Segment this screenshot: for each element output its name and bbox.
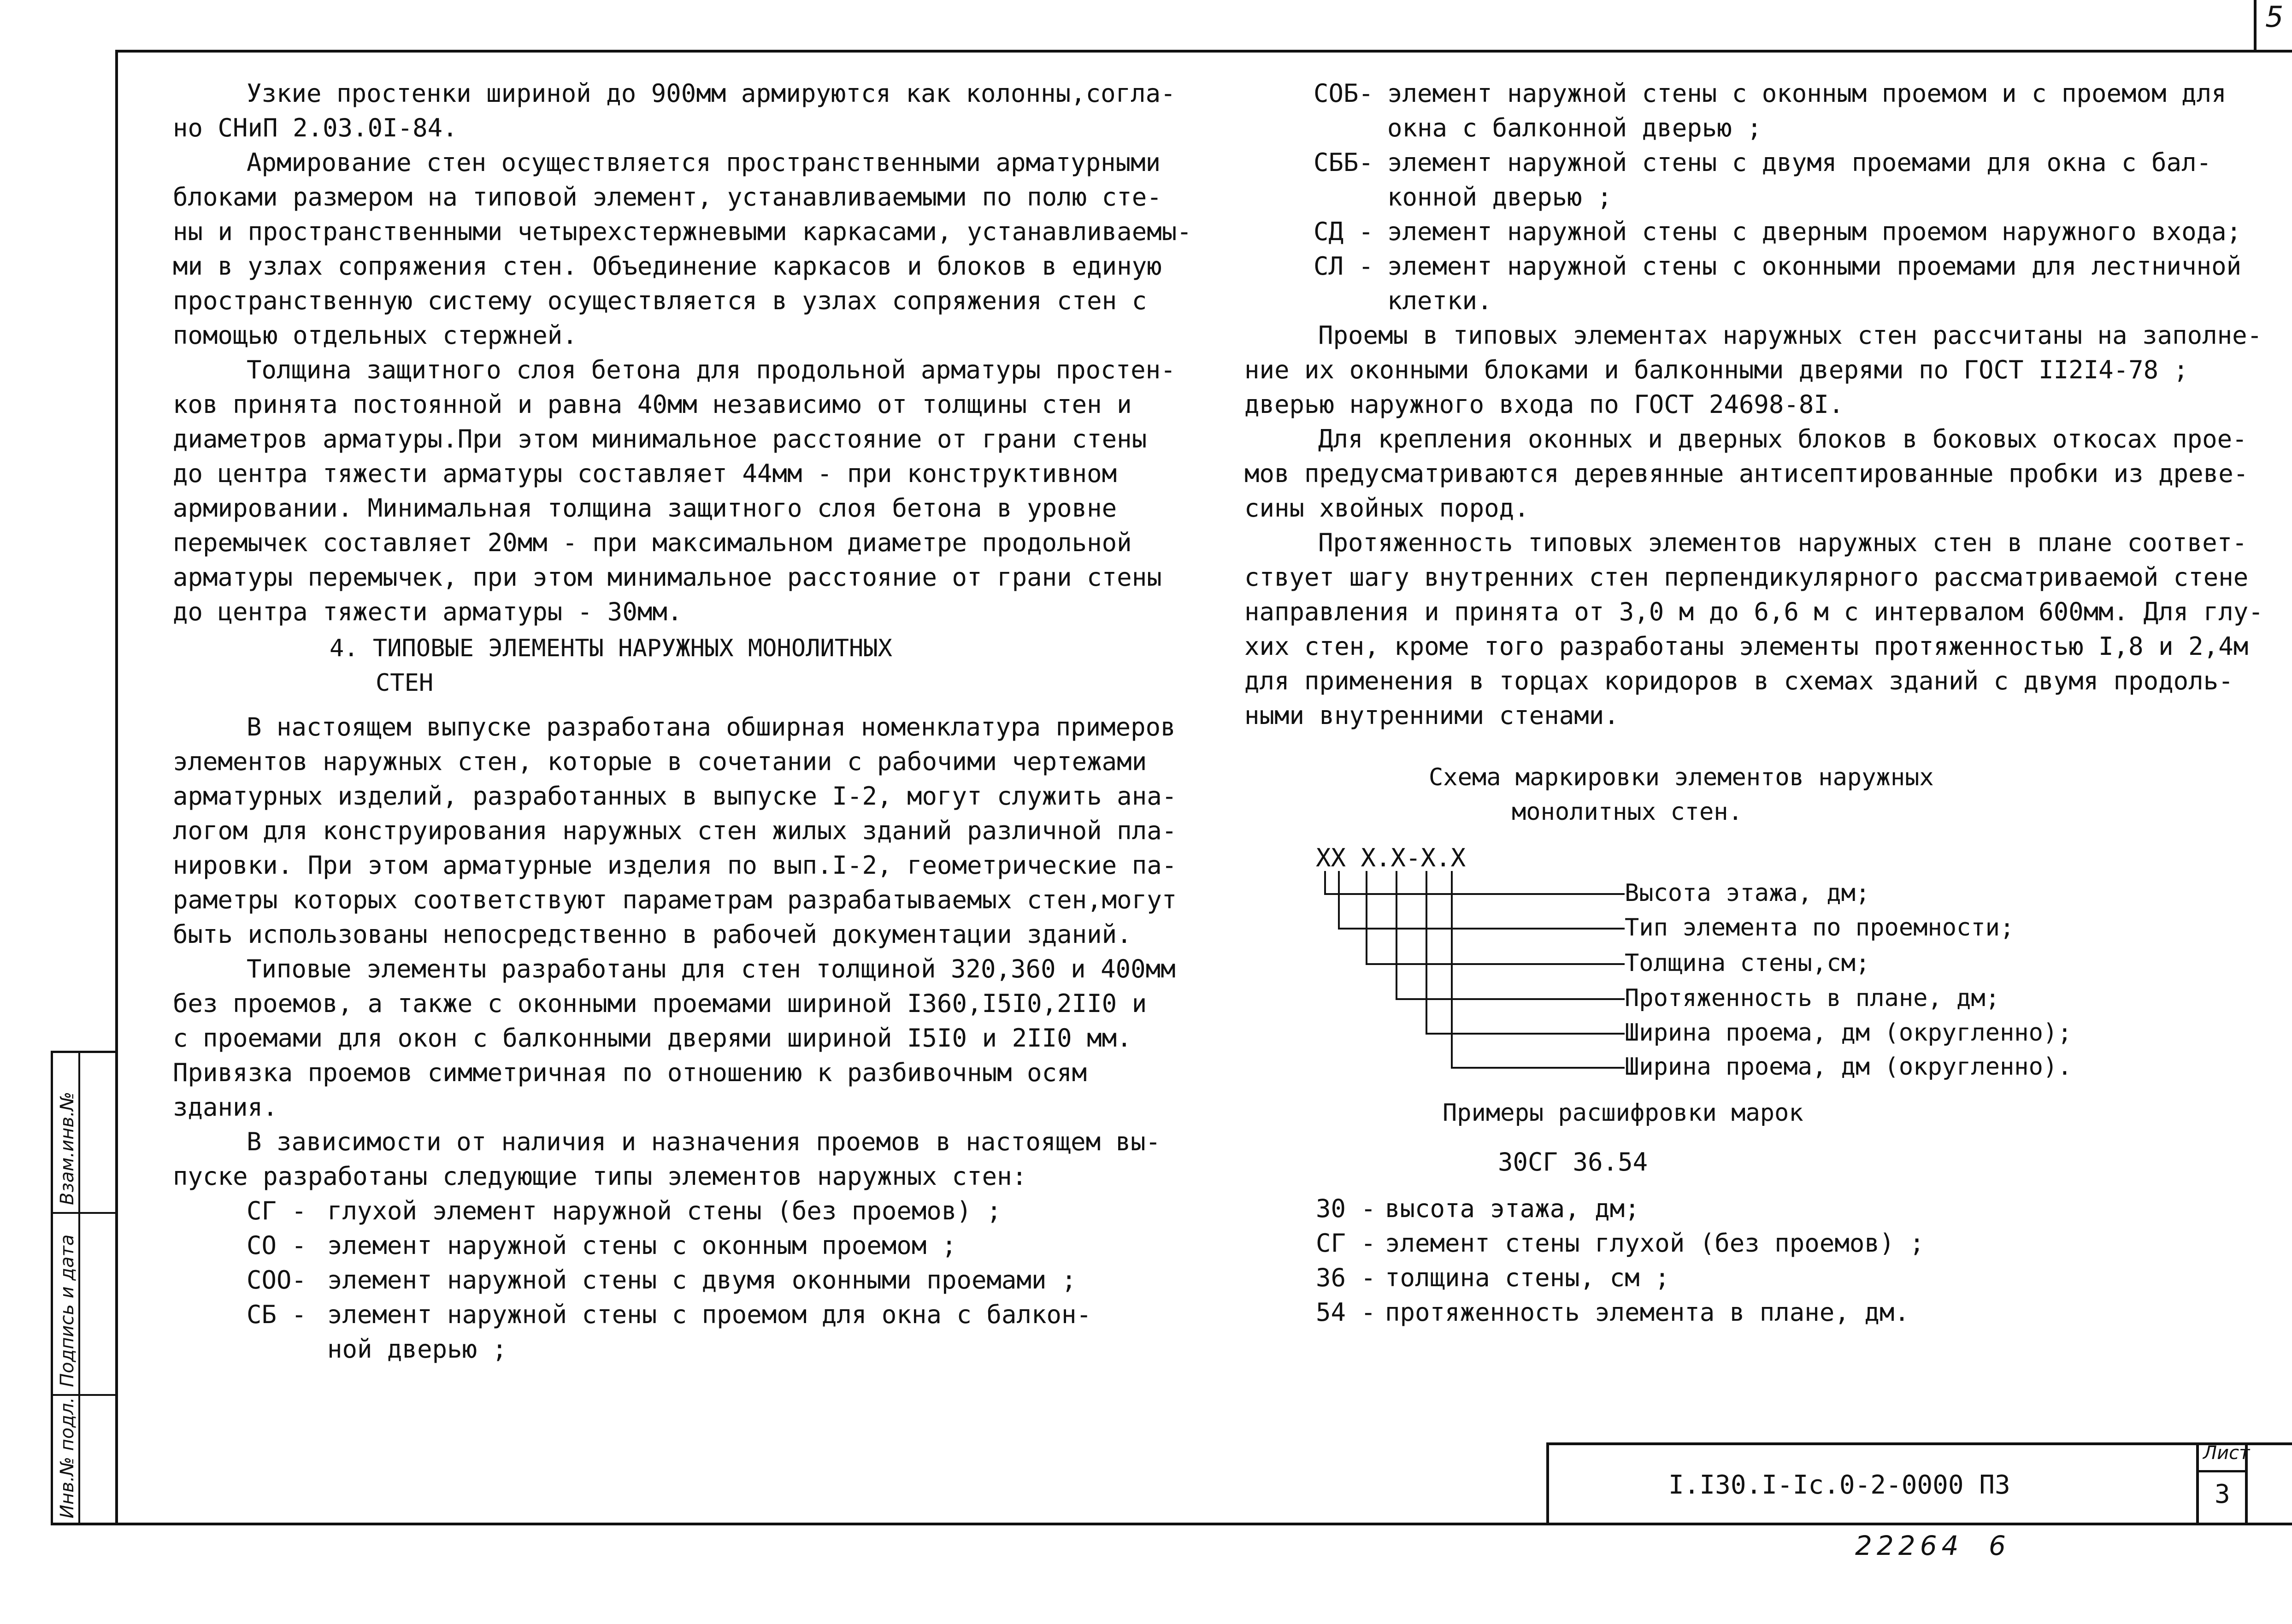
text-line: ние их оконными блоками и балконными дверями по ГОСТ II2I4-78 ; <box>1244 355 2189 384</box>
text-line: пространственную систему осуществляется в узлах сопряжения стен с <box>173 286 1147 315</box>
type-code: СБ - <box>247 1300 307 1329</box>
sheet-cell-divider <box>2196 1470 2245 1472</box>
list-item <box>1314 145 2235 180</box>
leader-line-type <box>1339 871 1625 929</box>
frame-top-border <box>115 50 2292 53</box>
list-item <box>1316 1260 1924 1295</box>
text-line: Типовые элементы разработаны для стен толщиной 320,360 и 400мм <box>247 954 1176 983</box>
text-line: мов предусматриваются деревянные антисептированные пробки из древе- <box>1244 459 2249 488</box>
example-description: элемент стены глухой (без проемов) ; <box>1385 1229 1925 1258</box>
schema-leader-lines <box>1316 843 1638 1101</box>
list-item <box>1314 76 2235 111</box>
inventory-number: 22264 <box>1855 1530 1963 1561</box>
type-description: клетки. <box>1387 286 1492 315</box>
text-line: до центра тяжести арматуры составляет 44мм - при конструктивном <box>173 459 1117 488</box>
leader-line-floor-height <box>1325 871 1625 894</box>
text-line: сины хвойных пород. <box>1244 494 1529 523</box>
text-line: здания. <box>173 1093 278 1122</box>
paragraph-typical-elements <box>173 952 1176 1124</box>
text-line: ны и пространственными четырехстержневыми каркасами, устанавливаемы- <box>173 217 1192 246</box>
text-line: пуске разработаны следующие типы элементов наружных стен: <box>173 1162 1027 1191</box>
paragraph-fastening <box>1244 422 2249 525</box>
text-line: дверью наружного входа по ГОСТ 24698-8I. <box>1244 390 1844 419</box>
text-line: Проемы в типовых элементах наружных стен рассчитаны на заполне- <box>1318 321 2263 350</box>
text-line: армировании. Минимальная толщина защитного слоя бетона в уровне <box>173 494 1117 523</box>
text-line: В зависимости от наличия и назначения проемов в настоящем вы- <box>247 1127 1161 1156</box>
schema-title-line1: Схема маркировки элементов наружных <box>1429 764 1934 791</box>
list-item <box>1316 1191 1924 1226</box>
text-line: но СНиП 2.03.0I-84. <box>173 113 458 142</box>
frame-corner-border <box>2254 0 2257 50</box>
corner-page-number: 5 <box>2265 0 2284 34</box>
example-code: 36 - <box>1316 1263 1376 1292</box>
strip-label-signature: Подпись и дата <box>57 1234 78 1387</box>
paragraph-length <box>1244 525 2263 733</box>
list-item <box>247 1194 1157 1228</box>
schema-label: Толщина стены,см; <box>1625 949 1870 977</box>
type-code: СОБ- <box>1314 79 1374 108</box>
type-code: СББ- <box>1314 148 1374 177</box>
list-item <box>247 1263 1157 1297</box>
element-type-list-continued <box>1244 76 2242 318</box>
document-code: I.I30.I-Ic.0-2-0000 ПЗ <box>1668 1470 2010 1500</box>
strip-cut <box>53 1394 118 1396</box>
type-description: конной дверью ; <box>1387 182 1612 212</box>
type-code: СД - <box>1314 217 1374 246</box>
text-line: Для крепления оконных и дверных блоков в боковых откосах прое- <box>1318 424 2247 453</box>
type-code <box>247 1332 327 1366</box>
example-description: протяженность элемента в плане, дм. <box>1385 1298 1909 1327</box>
type-code <box>1314 283 1387 318</box>
text-line: Привязка проемов симметричная по отношению к разбивочным осям <box>173 1058 1087 1087</box>
text-line: хих стен, кроме того разработаны элементы протяженностью I,8 и 2,4м <box>1244 632 2249 661</box>
type-description: элемент наружной стены с двумя проемами для окна с бал- <box>1387 148 2212 177</box>
list-item <box>1314 249 2242 283</box>
text-line: нировки. При этом арматурные изделия по вып.I-2, геометрические па- <box>173 851 1177 880</box>
example-code: 54 - <box>1316 1298 1376 1327</box>
text-line: элементов наружных стен, которые в сочетании с рабочими чертежами <box>173 747 1147 776</box>
marking-schema-diagram <box>1316 843 2099 1101</box>
text-line: помощью отдельных стержней. <box>173 321 577 350</box>
section-heading <box>173 631 1157 700</box>
type-code <box>1314 180 1387 214</box>
example-code: СГ - <box>1316 1229 1376 1258</box>
type-description: элемент наружной стены с проемом для окна с балкон- <box>327 1300 1092 1329</box>
text-line: быть использованы непосредственно в рабочей документации зданий. <box>173 920 1132 949</box>
type-code: СО - <box>247 1231 307 1260</box>
text-line: ков принята постоянной и равна 40мм независимо от толщины стен и <box>173 390 1132 419</box>
leader-line-width-1 <box>1426 871 1625 1034</box>
list-item <box>1314 180 2235 214</box>
inventory-suffix: 6 <box>1989 1530 2006 1561</box>
sheet-label: Лист <box>2203 1442 2250 1464</box>
schema-label: Ширина проема, дм (округленно). <box>1625 1053 2072 1081</box>
text-line: до центра тяжести арматуры - 30мм. <box>173 597 683 626</box>
text-line: Толщина защитного слоя бетона для продольной арматуры простен- <box>247 355 1176 384</box>
list-item <box>247 1297 1157 1332</box>
type-code <box>1314 111 1387 145</box>
schema-title <box>1244 760 2235 830</box>
type-description: элемент наружной стены с оконным проемом и с проемом для <box>1387 79 2227 108</box>
list-item <box>1316 1295 1924 1330</box>
text-line: Узкие простенки шириной до 900мм армируются как колонны,согла- <box>247 79 1176 108</box>
list-item <box>1314 214 2242 249</box>
type-description: элемент наружной стены с двумя оконными проемами ; <box>327 1265 1077 1294</box>
type-code: СЛ - <box>1314 252 1374 281</box>
schema-label: Высота этажа, дм; <box>1625 879 1870 907</box>
element-type-list <box>173 1194 1157 1366</box>
list-item <box>247 1332 1157 1366</box>
examples-title: Примеры расшифровки марок <box>1443 1099 1803 1127</box>
text-line: раметры которых соответствуют параметрам разрабатываемых стен,могут <box>173 885 1177 914</box>
paragraph-nomenclature <box>173 710 1177 952</box>
text-line: для применения в торцах коридоров в схемах зданий с двумя продоль- <box>1244 666 2233 695</box>
leader-line-length <box>1396 871 1625 999</box>
schema-label: Тип элемента по проемности; <box>1625 914 2015 941</box>
right-column <box>1244 76 2263 830</box>
example-mark: 30СГ 36.54 <box>1498 1147 1648 1177</box>
type-description: окна с балконной дверью ; <box>1387 113 1762 142</box>
text-line: логом для конструирования наружных стен жилых зданий различной пла- <box>173 816 1177 845</box>
text-line: перемычек составляет 20мм - при максимальном диаметре продольной <box>173 528 1132 557</box>
examples-list <box>1316 1191 1924 1330</box>
example-description: высота этажа, дм; <box>1385 1194 1640 1223</box>
text-line: В настоящем выпуске разработана обширная номенклатура примеров <box>247 712 1176 741</box>
sheet-number: 3 <box>2215 1479 2230 1509</box>
text-line: с проемами для окон с балконными дверями шириной I5I0 и 2II0 мм. <box>173 1024 1132 1053</box>
example-description: толщина стены, см ; <box>1385 1263 1670 1292</box>
text-line: диаметров арматуры.При этом минимальное расстояние от грани стены <box>173 424 1147 453</box>
list-item <box>1316 1226 1924 1260</box>
text-line: ствует шагу внутренних стен перпендикулярного рассматриваемой стене <box>1244 563 2249 592</box>
leader-line-thickness <box>1367 871 1625 964</box>
text-line: арматуры перемычек, при этом минимальное расстояние от грани стены <box>173 563 1162 592</box>
type-description: элемент наружной стены с дверным проемом наружного входа; <box>1387 217 2242 246</box>
section-heading-line1: 4. ТИПОВЫЕ ЭЛЕМЕНТЫ НАРУЖНЫХ МОНОЛИТНЫХ <box>330 635 892 662</box>
text-line: без проемов, а также с оконными проемами шириной I360,I5I0,2II0 и <box>173 989 1147 1018</box>
type-code: СОО- <box>247 1265 307 1294</box>
strip-cut <box>53 1212 118 1214</box>
list-item <box>1314 111 2235 145</box>
paragraph-reinforcement <box>173 145 1192 353</box>
type-description: глухой элемент наружной стены (без проемов) ; <box>327 1196 1002 1225</box>
left-column <box>173 76 1192 1366</box>
type-description: элемент наружной стены с оконным проемом ; <box>327 1231 957 1260</box>
section-heading-line2: СТЕН <box>376 669 434 697</box>
type-description: элемент наружной стены с оконными проемами для лестничной <box>1387 252 2242 281</box>
leader-line-width-2 <box>1452 871 1625 1068</box>
paragraph-openings <box>1244 318 2263 422</box>
text-line: арматурных изделий, разработанных в выпуске I-2, могут служить ана- <box>173 782 1177 811</box>
text-line: Протяженность типовых элементов наружных стен в плане соответ- <box>1318 528 2247 557</box>
schema-label: Протяженность в плане, дм; <box>1625 984 2000 1012</box>
strip-divider <box>78 1053 80 1525</box>
paragraph-narrow-walls <box>173 76 1176 145</box>
list-item <box>247 1228 1157 1263</box>
strip-label-inventory: Инв.№ подл. <box>57 1397 78 1518</box>
paragraph-protective-layer <box>173 353 1176 629</box>
text-line: ными внутренними стенами. <box>1244 701 1619 730</box>
list-item <box>1314 283 2235 318</box>
text-line: Армирование стен осуществляется пространственными арматурными <box>247 148 1161 177</box>
schema-title-line2: монолитных стен. <box>1512 798 1743 826</box>
schema-label: Ширина проема, дм (округленно); <box>1625 1019 2072 1047</box>
type-code: СГ - <box>247 1196 307 1225</box>
example-code: 30 - <box>1316 1194 1376 1223</box>
type-description: ной дверью ; <box>327 1335 507 1364</box>
text-line: ми в узлах сопряжения стен. Объединение каркасов и блоков в единую <box>173 252 1162 281</box>
text-line: направления и принята от 3,0 м до 6,6 м с интервалом 600мм. Для глу- <box>1244 597 2263 626</box>
text-line: блоками размером на типовой элемент, устанавливаемыми по полю сте- <box>173 182 1162 212</box>
signature-strip <box>51 1051 118 1525</box>
schema-code: XX X.X-X.X <box>1316 843 1466 872</box>
strip-label-replacement: Взам.инв.№ <box>57 1091 78 1205</box>
paragraph-types-intro <box>173 1124 1161 1194</box>
